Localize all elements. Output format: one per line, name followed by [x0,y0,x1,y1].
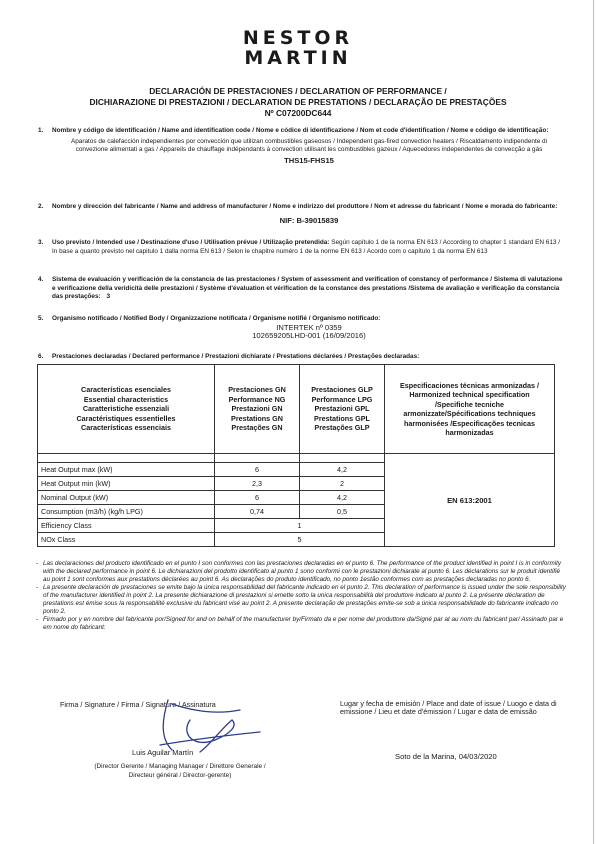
report-number: 102659205LHD-001 (16/09/2016) [252,331,366,341]
section-5 [38,315,566,341]
section-text: Aparatos de calefacción independientes por convección que utilizan combustibles gaseosos / Independent gas-fired convection heaters / Riscaldamento indipendente di convezione alimentati a gas / Appareils de chauffage indépendants à convection utilisant les combustibles gazeux / Aquecedores independentes de convecção a gás [70,137,548,154]
section-3 [38,239,566,256]
logo-line-2: MARTIN [244,47,352,69]
title-line-2: DICHIARAZIONE DI PRESTAZIONI / DECLARATION DE PRESTATIONS / DECLARAÇÃO DE PRESTAÇÕES [89,97,507,107]
section-number: 3. [38,239,44,246]
section-label: Sistema de evaluación y verificación de la constancia de las prestaciones / System of assessment and verification of constancy of performance / Sistema di valutazione e verificazione della veridicità delle prestazioni / Système d'évaluation et vérification de la constance des prestations /Sistema de avaliação e verificação da constancia das prestações: [52,276,563,301]
section-label: Nombre y dirección del fabricante / Name and address of manufacturer / Nome e indirizzo del produttore / Nom et adresse du fabricant / Nome e morada do fabricante: [52,203,558,210]
section-number: 1. [38,127,44,134]
section-number: 4. [38,276,44,283]
header-spec: Especificaciones técnicas armonizadas / Harmonized technical specification /Specifiche tecniche armonizzate/Spécifications techniques harmonisées /Especificações tecnicas harmonizadas [385,365,555,454]
signatory-name: Luis Aguilar Martín [132,748,194,757]
list-item: - Las declaraciones del producto identificado en el punto I son conformes con las prestaciones declaradas en el punto 6. The performance of the product identified in point I is in conformity with the declared performance in point 6. Le dichiarazioni del prodotto identificato al punto 1 sono conformi con le prestazioni dichiarate al punto 6. Les déclarations sur le produit identifié au point 1 sont conformes aux prestations déclarées au point 6. As declarações do produto identificado, no ponto 1estão conformes com as prestações declaradas no ponto 6. [36,560,562,583]
section-text: Según capítulo 1 de la norma EN 613 / According to chapter 1 standard EN 613 / In base a quanto previsto nel capitulo 1 dalla norma EN 613 / Selon le chapitre numéro 1 de la norme EN 613 / Acordo com o capítulo 1 da norma EN 613 [52,239,561,255]
place-date-value: Soto de la Marina, 04/03/2020 [395,752,497,761]
table-header-row [38,365,555,454]
title-line-1: DECLARACIÓN DE PRESTACIONES / DECLARATION OF PERFORMANCE / [149,86,447,96]
table-row: Nominal Output (kW) 6 4,2 [38,491,555,505]
declaration-notes [36,560,568,632]
table-row: Efficiency Class 1 [38,519,555,533]
table-row: Heat Output min (kW) 2,3 2 [38,477,555,491]
signature-label: Firma / Signature / Firma / Signature / Assinatura [60,700,216,709]
place-date-label: Lugar y fecha de emisión / Place and date of issue / Luogo e data di emissione / Lieu et date d'émission / Lugar e data de emissão [340,699,557,716]
section-label: Organismo notificado / Notified Body / Organizzazione notificata / Organisme notifié / Organismo notificado: [52,315,381,322]
product-code: THS15-FHS15 [284,155,334,165]
manufacturer-nif: NIF: B-39015839 [279,215,339,225]
performance-table [37,364,555,547]
header-characteristics: Características esenciales Essential characteristics Caratteristiche essenziali Caractéristiques essentielles Características essenciais [38,365,215,454]
section-6 [38,353,566,362]
logo-line-1: NESTOR [242,27,354,49]
notified-body: INTERTEK nº 0359 [276,322,342,332]
section-2 [38,203,566,225]
section-number: 2. [38,203,44,210]
scan-edge-divider [593,0,594,844]
harmonized-standard: EN 613:2001 [385,454,555,547]
table-row: Consumption (m3/h) (kg/h LPG) 0,74 0,5 [38,505,555,519]
header-gn: Prestaciones GN Performance NG Prestazioni GN Prestations GN Prestações GN [215,365,300,454]
header-glp: Prestaciones GLP Performance LPG Prestazioni GPL Prestations GPL Prestações GLP [300,365,385,454]
section-number: 5. [38,315,44,322]
list-item: - Firmado por y en nombre del fabricante por/Signed for and on behalf of the manufacturer by/Firmato da e per nome del produttore da/Signé par at au nom du fabricant par/ Assinado par e em nome do fabricant: [36,616,564,631]
avcp-system: 3 [106,293,111,301]
document-title [40,86,556,119]
section-label: Uso previsto / Intended use / Destinazione d'uso / Utilisation prévue / Utilização pretendida: [52,239,330,246]
table-row: Heat Output max (kW) 6 4,2 [38,463,555,477]
table-row: NOx Class 5 [38,533,555,547]
brand-logo [0,28,596,68]
document-number: Nº C07200DC644 [264,108,332,118]
signatory-role: (Director Gerente / Managing Manager / Direttore Generale / Directeur général / Director-gerente) [94,763,266,779]
table-spacer-row [38,454,555,463]
section-label: Nombre y código de identificación / Name and identification code / Nome e códice di identificazione / Nom et code d'identification / Nome e código de identificação: [52,127,549,134]
section-1 [38,127,566,165]
section-number: 6. [38,353,44,360]
list-item: - La presente declaración de prestaciones se emite bajo la única responsabilidad del fabricante indicado en el punto 2. This declaration of performance is issued under the sole responsibility of the manufacturer identified in point 2. La presente dichiarazione di prestazioni si emette sotto la unica responsabilità del produttore indicato al punto 2. La présente déclaration de prestations est émise sous la responsabilité exclusive du fabricant visé au point 2. A presente declaração de prestações emite-se sob a única responsabilidade do fabricante indicado no ponto 2. [36,584,566,615]
section-4 [38,276,566,302]
section-label: Prestaciones declaradas / Declared performance / Prestazioni dichiarate / Prestations déclarées / Prestações declaradas: [52,353,420,360]
